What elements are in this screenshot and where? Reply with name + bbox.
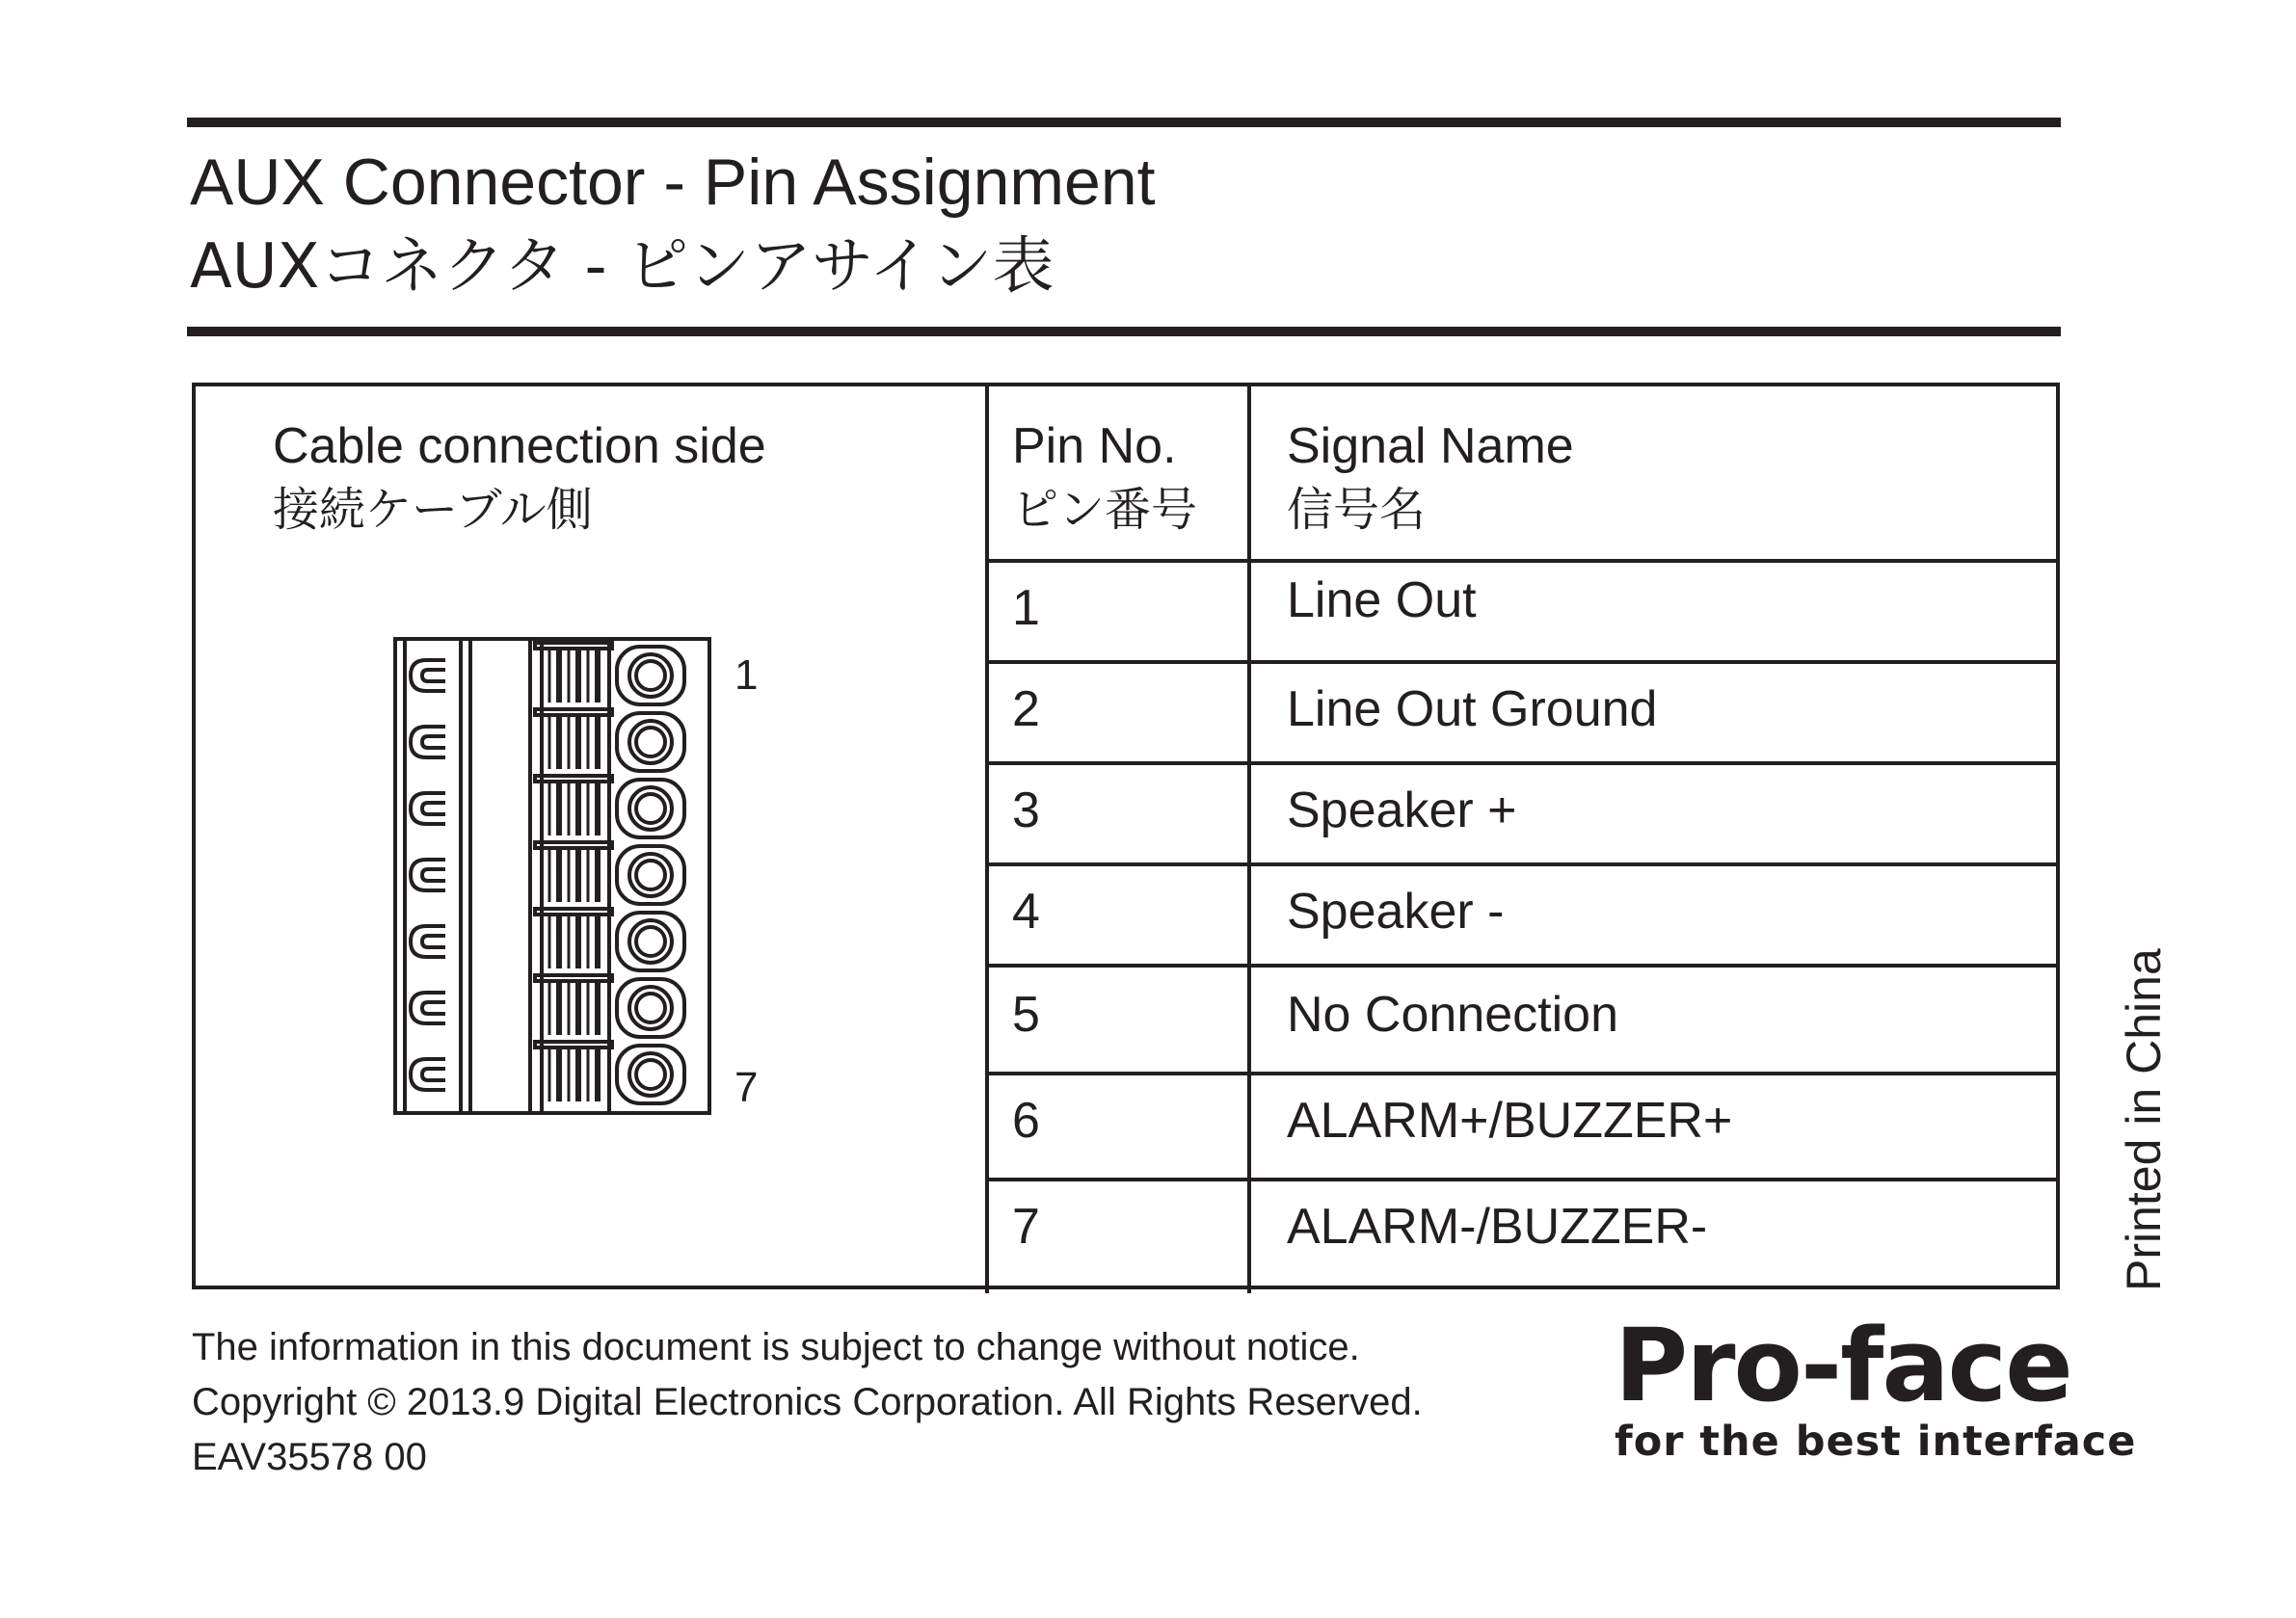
- logo-tagline: for the best interface: [1615, 1418, 2137, 1466]
- pin-number: 5: [1012, 987, 1040, 1043]
- pin-number: 2: [1012, 681, 1040, 737]
- connector-pin: [411, 1042, 684, 1103]
- pin-number: 3: [1012, 782, 1040, 838]
- row-line: [985, 559, 2060, 563]
- document-code: EAV35578 00: [192, 1436, 427, 1478]
- header-signal-ja: 信号名: [1287, 483, 1427, 537]
- signal-name: Line Out Ground: [1287, 681, 1658, 737]
- connector-pin: [411, 643, 684, 704]
- connector-pin: [411, 909, 684, 970]
- signal-name: ALARM-/BUZZER-: [1287, 1199, 1708, 1255]
- table-divider-connector: [985, 383, 989, 1293]
- logo-brand: Pro-face: [1615, 1307, 2071, 1424]
- pin-number: 7: [1012, 1199, 1040, 1255]
- row-line: [985, 862, 2060, 866]
- signal-name: Speaker +: [1287, 782, 1517, 838]
- header-signal-en: Signal Name: [1287, 418, 1574, 474]
- top-rule: [187, 118, 2061, 127]
- signal-name: Speaker -: [1287, 884, 1505, 940]
- connector-pin-last-label: 7: [734, 1064, 759, 1111]
- row-line: [985, 761, 2060, 765]
- pin-number: 4: [1012, 884, 1040, 940]
- header-pin-en: Pin No.: [1012, 418, 1177, 474]
- header-pin-ja: ピン番号: [1012, 483, 1198, 537]
- signal-name: No Connection: [1287, 987, 1618, 1043]
- connector-pin: [411, 776, 684, 837]
- connector-pin: [411, 842, 684, 904]
- connector-label-ja: 接続ケーブル側: [273, 483, 593, 537]
- connector-drawing: [386, 631, 733, 1123]
- connector-pin: [411, 975, 684, 1037]
- signal-name: Line Out: [1287, 572, 1477, 628]
- page-title-ja: AUXコネクタ - ピンアサイン表: [190, 231, 1055, 303]
- connector-pin: [411, 709, 684, 771]
- signal-name: ALARM+/BUZZER+: [1287, 1093, 1733, 1149]
- table-divider-pin: [1247, 383, 1251, 1293]
- connector-pin-first-label: 1: [734, 651, 759, 699]
- row-line: [985, 964, 2060, 968]
- pin-number: 1: [1012, 580, 1040, 636]
- title-bottom-rule: [187, 327, 2061, 336]
- copyright-text: Copyright © 2013.9 Digital Electronics Corporation. All Rights Reserved.: [192, 1381, 1423, 1423]
- row-line: [985, 1072, 2060, 1075]
- page-title-en: AUX Connector - Pin Assignment: [190, 146, 1156, 219]
- connector-label-en: Cable connection side: [273, 418, 766, 474]
- row-line: [985, 660, 2060, 664]
- row-line: [985, 1178, 2060, 1181]
- proface-logo: [1615, 1307, 2137, 1466]
- pin-number: 6: [1012, 1093, 1040, 1149]
- printed-in-note: Printed in China: [2117, 948, 2171, 1291]
- notice-text: The information in this document is subject to change without notice.: [192, 1326, 1360, 1368]
